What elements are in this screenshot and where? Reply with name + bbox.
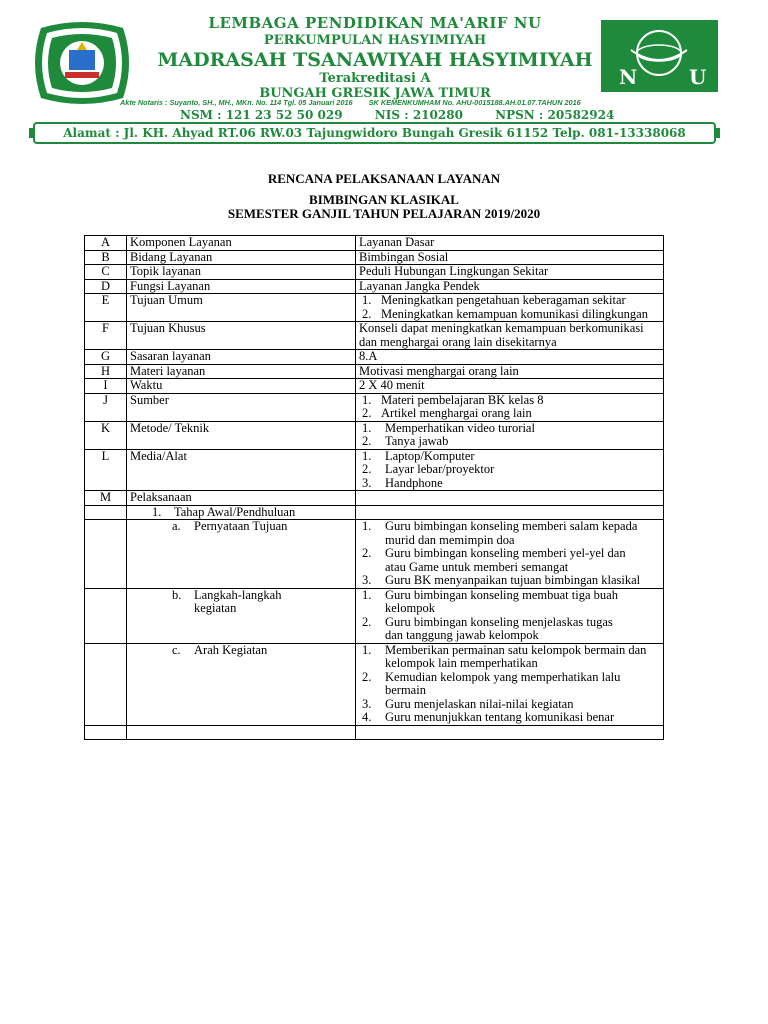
list-item: 3. Handphone — [362, 475, 443, 490]
legal-notes — [120, 98, 630, 107]
list-item: 2. Kemudian kelompok yang memperhatikan lalu bermain — [362, 669, 621, 697]
row-code: E — [85, 294, 127, 322]
nu-logo — [601, 20, 718, 92]
row-label: Waktu — [127, 379, 356, 394]
row-label: Tujuan Umum — [127, 294, 356, 322]
association-name: PERKUMPULAN HASYIMIYAH — [263, 33, 487, 48]
row-label: Sumber — [127, 393, 356, 421]
row-code: H — [85, 364, 127, 379]
accreditation: Terakreditasi A — [319, 71, 431, 86]
address-box — [33, 122, 716, 144]
table-row — [85, 520, 664, 589]
school-location: BUNGAH GRESIK JAWA TIMUR — [259, 86, 491, 101]
row-code: D — [85, 279, 127, 294]
row-label: Bidang Layanan — [127, 250, 356, 265]
table-row — [85, 364, 664, 379]
step-b-list — [359, 589, 660, 643]
table-row — [85, 379, 664, 394]
table-row — [85, 236, 664, 251]
media-list — [359, 450, 660, 491]
table-row — [85, 421, 664, 449]
school-name: MADRASAH TSANAWIYAH HASYIMIYAH — [157, 49, 593, 71]
address: Alamat : Jl. KH. Ahyad RT.06 RW.03 Tajungwidoro Bungah Gresik 61152 Telp. 081-13338068 — [63, 126, 686, 140]
list-item: 1. Meningkatkan pengetahuan keberagaman sekitar — [362, 293, 626, 307]
row-label: Komponen Layanan — [127, 236, 356, 251]
list-item: 2. Guru bimbingan konseling memberi yel-yel dan atau Game untuk memberi semangat — [362, 546, 626, 574]
row-code: C — [85, 265, 127, 280]
row-label: Pelaksanaan — [127, 491, 356, 506]
row-label: Metode/ Teknik — [127, 421, 356, 449]
table-row — [85, 505, 664, 520]
row-label: Sasaran layanan — [127, 350, 356, 365]
row-value: Motivasi menghargai orang lain — [356, 364, 664, 379]
institution-name: LEMBAGA PENDIDIKAN MA'ARIF NU — [208, 14, 542, 32]
nsm-number: NSM : 121 23 52 50 029 — [180, 108, 343, 122]
table-row — [85, 279, 664, 294]
step-a-label: a. Pernyataan Tujuan — [127, 520, 356, 589]
row-code: K — [85, 421, 127, 449]
list-item: 1. Laptop/Komputer — [362, 448, 475, 463]
list-item: 2. Meningkatkan kemampuan komunikasi dilingkungan — [362, 306, 648, 321]
row-value: 8.A — [356, 350, 664, 365]
list-item: 2. Layar lebar/proyektor — [362, 462, 495, 476]
row-value: Bimbingan Sosial — [356, 250, 664, 265]
row-value: Layanan Jangka Pendek — [356, 279, 664, 294]
row-label: Materi layanan — [127, 364, 356, 379]
row-value: Peduli Hubungan Lingkungan Sekitar — [356, 265, 664, 280]
school-logo — [31, 20, 133, 106]
address-box-tab-left — [29, 128, 34, 138]
nu-letter-u: U — [689, 65, 707, 89]
list-item: 4. Guru menunjukkan tentang komunikasi benar — [362, 710, 615, 724]
table-row — [85, 588, 664, 643]
table-row — [85, 449, 664, 491]
specific-objective-cont: dan menghargai orang lain disekitarnya — [359, 334, 557, 349]
step-a-list — [359, 520, 660, 588]
list-item: 3. Guru menjelaskan nilai-nilai kegiatan — [362, 696, 574, 711]
nu-letter-n: N — [619, 65, 638, 89]
document-subtitle: BIMBINGAN KLASIKAL — [309, 192, 459, 207]
service-plan-table — [84, 235, 664, 740]
row-label: Topik layanan — [127, 265, 356, 280]
stage-label: 1. Tahap Awal/Pendhuluan — [152, 504, 296, 519]
row-label: Media/Alat — [127, 449, 356, 491]
table-row — [85, 393, 664, 421]
table-row — [85, 350, 664, 365]
letterhead — [140, 14, 610, 101]
row-code: A — [85, 236, 127, 251]
row-code: J — [85, 393, 127, 421]
table-row — [85, 643, 664, 725]
row-code: F — [85, 322, 127, 350]
row-code: M — [85, 491, 127, 506]
list-item: 1. Materi pembelajaran BK kelas 8 — [362, 392, 544, 407]
table-row — [85, 491, 664, 506]
school-ids — [180, 108, 620, 122]
step-c-label: c. Arah Kegiatan — [127, 643, 356, 725]
specific-objective: Konseli dapat meningkatkan kemampuan berkomunikasi — [359, 321, 644, 335]
table-row — [85, 250, 664, 265]
document-title: RENCANA PELAKSANAAN LAYANAN — [267, 171, 501, 186]
row-code: I — [85, 379, 127, 394]
row-value: 2 X 40 menit — [356, 379, 664, 394]
row-code: L — [85, 449, 127, 491]
list-item: 1. Memberikan permainan satu kelompok bermain dan kelompok lain memperhatikan — [362, 642, 647, 670]
list-item: 2. Guru bimbingan konseling menjelaskas tugas dan tanggung jawab kelompok — [362, 614, 613, 642]
semester-title: SEMESTER GANJIL TAHUN PELAJARAN 2019/2020 — [227, 206, 541, 221]
list-item: 1. Guru bimbingan konseling memberi salam kepada murid dan memimpin doa — [362, 519, 638, 547]
list-item: 3. Guru BK menyanpaikan tujuan bimbingan klasikal — [362, 573, 641, 587]
ministry-decree: SK KEMENKUMHAM No. AHU-0015188.AH.01.07.TAHUN 2016 — [368, 98, 581, 107]
row-code: G — [85, 350, 127, 365]
row-code: B — [85, 250, 127, 265]
row-value: Layanan Dasar — [356, 236, 664, 251]
npsn-number: NPSN : 20582924 — [495, 108, 615, 122]
list-item: 1. Memperhatikan video turorial — [362, 420, 535, 435]
table-row — [85, 725, 664, 739]
table-row — [85, 294, 664, 322]
address-box-tab-right — [715, 128, 720, 138]
row-label: Fungsi Layanan — [127, 279, 356, 294]
table-row — [85, 322, 664, 350]
list-item: 1. Guru bimbingan konseling membuat tiga buah kelompok — [362, 587, 618, 615]
source-list — [359, 394, 660, 421]
list-item: 2. Tanya jawab — [362, 434, 449, 448]
notary-deed: Akte Notaris : Suyanto, SH., MH., MKn. No. 114 Tgl. 05 Januari 2016 — [120, 98, 353, 107]
step-c-list — [359, 644, 660, 725]
list-item: 2. Artikel menghargai orang lain — [362, 406, 532, 420]
table-row — [85, 265, 664, 280]
step-b-label: b. Langkah-langkah kegiatan — [127, 588, 356, 643]
objective-list — [359, 294, 660, 321]
method-list — [359, 422, 660, 449]
row-label: Tujuan Khusus — [127, 322, 356, 350]
nis-number: NIS : 210280 — [374, 108, 463, 122]
